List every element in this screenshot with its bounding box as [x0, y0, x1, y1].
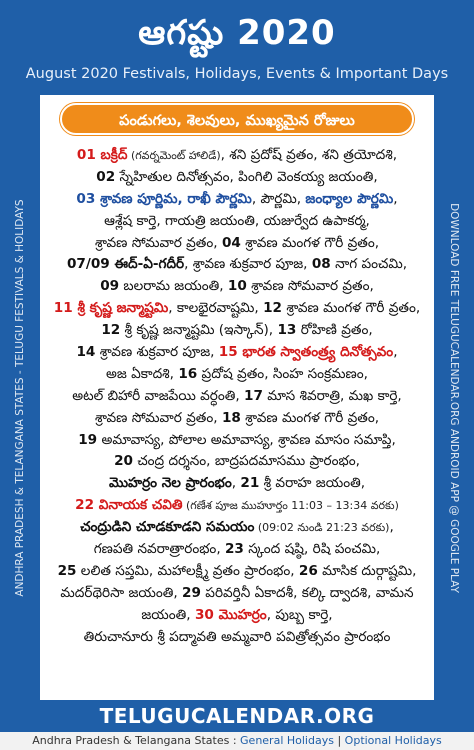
event-line	[40, 408, 434, 430]
event-text: 04	[221, 234, 241, 251]
event-line	[40, 298, 434, 320]
event-text: ,	[231, 475, 241, 492]
event-text: 10	[227, 278, 247, 295]
event-text: జయంతి,	[141, 606, 195, 623]
event-text: స్కంద షష్ఠి, రిషి పంచమి,	[243, 541, 381, 558]
event-line	[40, 233, 434, 255]
left-side-band	[0, 95, 40, 700]
event-line	[40, 539, 434, 561]
event-text: మాస శివరాత్రి, మఖ కార్తె,	[262, 387, 402, 404]
event-text: ప్రదోష వ్రతం, సింహ సంక్రమణం,	[197, 365, 368, 382]
event-text: శ్రావణ శుక్రవార పూజ,	[95, 344, 219, 361]
event-text: , పౌర్ణమి,	[251, 190, 306, 207]
event-text: 21	[240, 475, 260, 492]
event-text: , కాలభైరవాష్టమి,	[168, 300, 264, 317]
event-text: 02	[96, 168, 116, 185]
event-text: మాసిక దుర్గాష్టమి,	[317, 562, 417, 579]
event-text: మదర్‌థెరిసా జయంతి,	[60, 584, 183, 601]
event-text: శ్రావణ సోమవార వ్రతం,	[246, 278, 374, 295]
event-text: 03 శ్రావణ పూర్ణిమ, రాఖీ పౌర్ణమి	[76, 190, 252, 207]
event-text: రోహిణి వ్రతం,	[296, 322, 373, 339]
event-text: పరివర్తినీ ఏకాదశీ, కల్కి ద్వాదశి, వామన	[200, 584, 414, 601]
event-text: , శ్రావణ శుక్రవార పూజ,	[184, 256, 312, 273]
event-text: జంధ్యాల పౌర్ణమి	[305, 190, 394, 207]
event-text: 14	[76, 344, 96, 361]
event-text: 26	[298, 562, 318, 579]
event-text: చంద్ర దర్శనం, బాద్రపదమాసము ప్రారంభం,	[133, 453, 360, 470]
event-line	[40, 473, 434, 495]
footer-prefix: Andhra Pradesh & Telangana States :	[32, 734, 241, 747]
optional-holidays-link[interactable]: Optional Holidays	[344, 734, 442, 747]
event-text: 25	[57, 562, 77, 579]
event-text: తిరుచానూరు శ్రీ పద్మావతి అమ్మవారి పవిత్రోత్సవం ప్రారంభం	[83, 628, 391, 645]
event-text: గణపతి నవరాత్రారంభం,	[93, 541, 225, 558]
event-text: ఆశ్లేష కార్తె, గాయత్రి జయంతి, యజుర్వేద ఉపాకర్మ,	[104, 212, 370, 229]
event-text: 16	[178, 365, 198, 382]
event-line	[40, 276, 434, 298]
event-line	[40, 495, 434, 517]
event-line	[40, 211, 434, 233]
event-text: (గణేశ పూజ ముహూర్తం 11:03 – 13:34 వరకు)	[182, 499, 399, 513]
event-text: ,	[389, 519, 394, 536]
event-text: శ్రీ కృష్ణ జన్మాష్టమి (ఇస్కాన్),	[120, 322, 278, 339]
event-text: 13	[277, 322, 297, 339]
event-text: (గవర్నమెంట్ హాలిడే)	[127, 149, 221, 162]
event-text: నాగ పంచమి,	[330, 256, 408, 273]
event-text: బలరామ జయంతి,	[119, 278, 228, 295]
event-line	[40, 451, 434, 473]
event-text: ,	[393, 344, 398, 361]
event-text: స్నేహితుల దినోత్సవం, పింగిలి వెంకయ్య జయంతి,	[115, 168, 378, 185]
event-text: 11 శ్రీ కృష్ణ జన్మాష్టమి	[53, 300, 169, 317]
event-line	[40, 167, 434, 189]
event-text: చంద్రుడిని చూడకూడని సమయం	[80, 519, 255, 536]
event-text: 15 భారత స్వాతంత్ర్య దినోత్సవం	[218, 344, 394, 361]
right-side-text: DOWNLOAD FREE TELUGUCALENDAR.ORG ANDROID APP @ GOOGLE PLAY	[448, 202, 460, 593]
event-text: , పుబ్బ కార్తె,	[266, 606, 333, 623]
event-text: శ్రావణ సోమవార వ్రతం,	[94, 409, 222, 426]
calendar-content	[40, 95, 434, 700]
event-text: 19	[78, 431, 98, 448]
event-text: 12	[101, 322, 121, 339]
event-line	[40, 342, 434, 364]
page-subtitle: August 2020 Festivals, Holidays, Events & Important Days	[25, 66, 449, 82]
event-text: 12	[263, 300, 282, 317]
event-line	[40, 583, 434, 605]
event-text: 17	[244, 387, 263, 404]
page-title: ఆగష్టు 2020	[138, 13, 336, 53]
header	[0, 0, 474, 95]
footer-separator: |	[333, 734, 345, 747]
event-text: 01 బక్రీద్	[76, 147, 128, 163]
event-text: లలిత సప్తమి, మహాలక్ష్మీ వ్రతం ప్రారంభం,	[76, 562, 299, 579]
event-text: 22 వినాయక చవితి	[75, 497, 183, 514]
event-line	[40, 254, 434, 276]
event-text: మొహర్రం నెల ప్రారంభం	[108, 475, 232, 492]
event-text: అమావాస్య, పోలాల అమావాస్య, శ్రావణ మాసం సమాప్తి,	[97, 431, 396, 448]
event-text: అజ ఏకాదశి,	[106, 365, 179, 382]
event-text: శ్రీ వరాహ జయంతి,	[259, 475, 366, 492]
event-line	[40, 627, 434, 649]
event-text: 07/09 ఈద్-ఏ-గదీర్	[66, 256, 185, 273]
event-text: 20	[114, 453, 133, 470]
event-lines	[40, 145, 434, 648]
event-line	[40, 189, 434, 211]
event-text: 23	[224, 541, 244, 558]
event-text: శ్రావణ సోమవార వ్రతం,	[94, 234, 222, 251]
event-line	[40, 605, 434, 627]
event-text: 09	[100, 278, 120, 295]
event-text: 08	[311, 256, 331, 273]
event-text: (09:02 నుండి 21:23 వరకు)	[254, 521, 390, 535]
event-line	[40, 320, 434, 342]
right-side-band	[434, 95, 474, 700]
event-line	[40, 386, 434, 408]
event-text: 18	[221, 409, 241, 426]
left-side-text: ANDHRA PRADESH & TELANGANA STATES - TELUGU FESTIVALS & HOLIDAYS	[14, 198, 26, 597]
event-line	[40, 145, 434, 167]
event-text: ,	[393, 190, 398, 207]
event-text: అటల్ బిహారీ వాజపేయి వర్ధంతి,	[72, 387, 245, 404]
event-line	[40, 561, 434, 583]
event-text: శ్రావణ మంగళ గౌరీ వ్రతం,	[282, 300, 421, 317]
event-text: శ్రావణ మంగళ గౌరీ వ్రతం,	[240, 234, 380, 251]
site-banner[interactable]: TELUGUCALENDAR.ORG	[0, 700, 474, 732]
event-text: 30 మొహర్రం	[194, 606, 267, 623]
general-holidays-link[interactable]: General Holidays	[240, 734, 334, 747]
event-line	[40, 517, 434, 539]
footer-links	[0, 732, 474, 750]
event-line	[40, 430, 434, 452]
event-text: 29	[182, 584, 201, 601]
event-line	[40, 364, 434, 386]
section-heading-badge: పండుగలు, శెలవులు, ముఖ్యమైన రోజులు	[60, 103, 414, 135]
event-text: , శని ప్రదోష్ వ్రతం, శని త్రయోదశి,	[220, 147, 398, 163]
event-text: శ్రావణ మంగళ గౌరీ వ్రతం,	[240, 409, 380, 426]
